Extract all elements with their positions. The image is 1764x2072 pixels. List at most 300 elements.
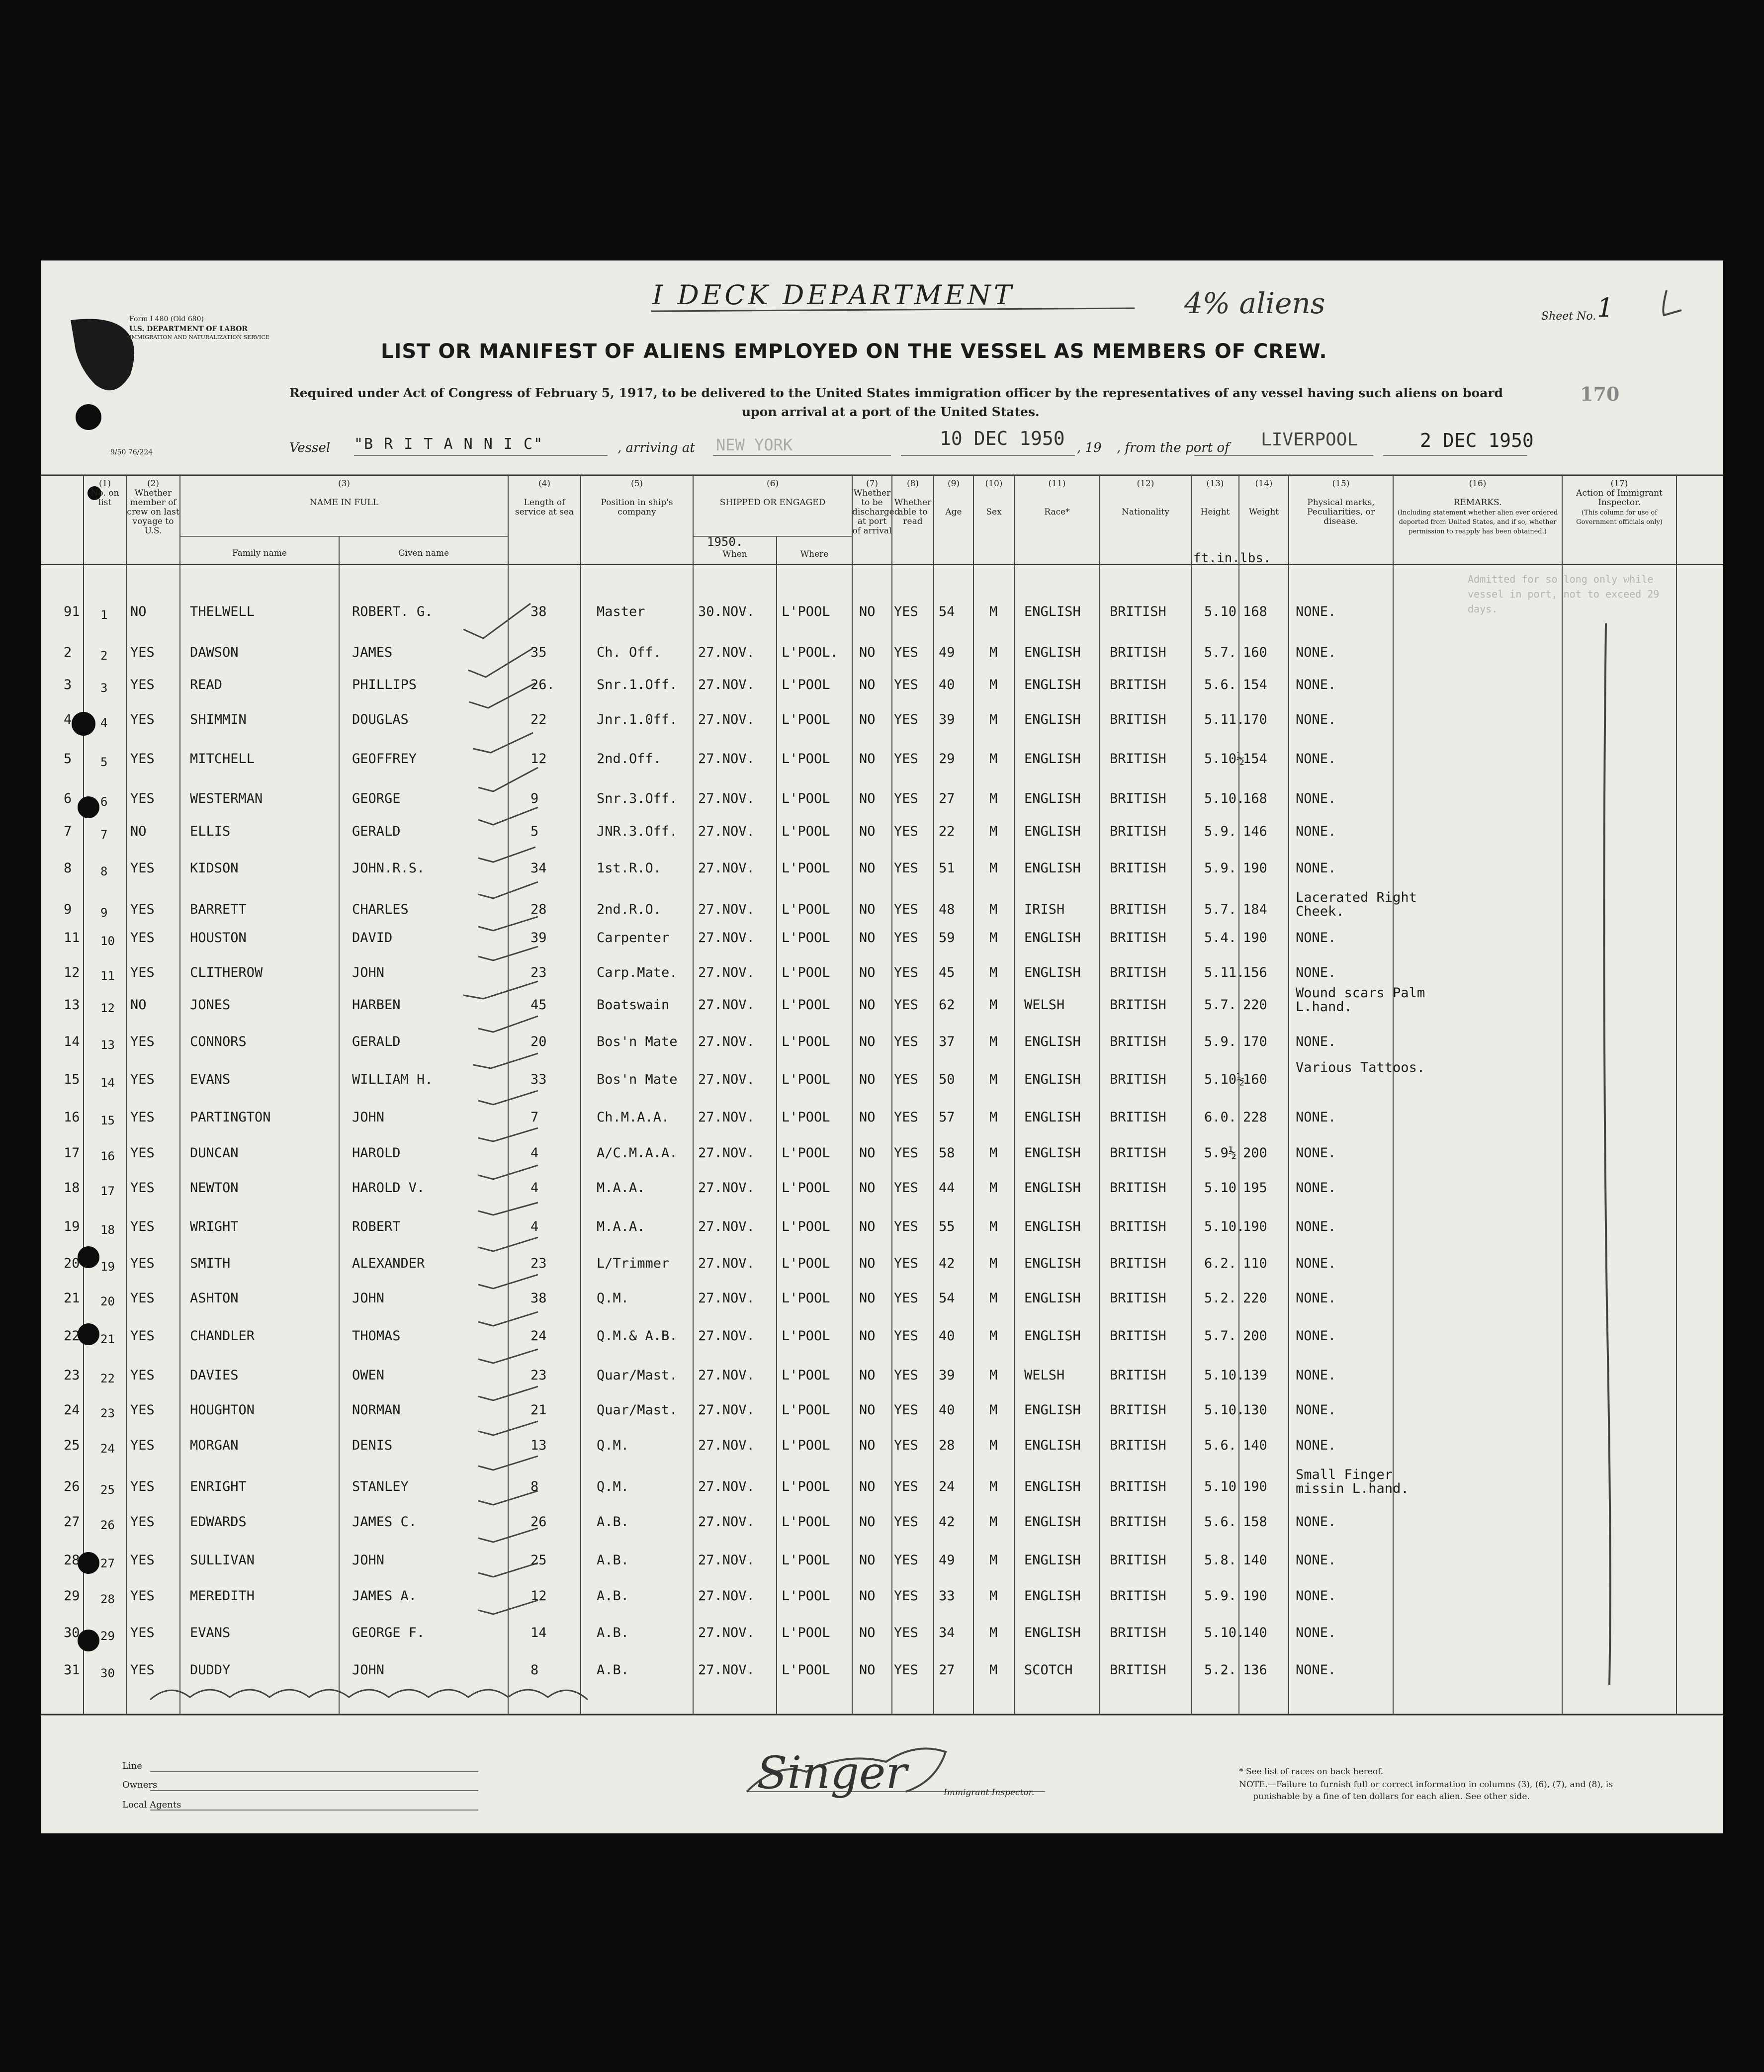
row-service-length: 4	[530, 1180, 539, 1196]
row-race: ENGLISH	[1024, 1625, 1081, 1640]
row-able-to-read: YES	[894, 1514, 918, 1530]
row-nationality: BRITISH	[1110, 1072, 1166, 1087]
row-weight: 140	[1243, 1553, 1267, 1568]
row-line-number: 9	[64, 902, 72, 917]
row-nationality: BRITISH	[1110, 1479, 1166, 1494]
row-nationality: BRITISH	[1110, 645, 1166, 660]
row-height: 5.9.	[1204, 861, 1237, 876]
row-shipped-when: 27.NOV.	[698, 677, 755, 692]
row-shipped-where: L'POOL	[782, 1145, 830, 1161]
row-shipped-when: 27.NOV.	[698, 751, 755, 767]
ins-service: IMMIGRATION AND NATURALIZATION SERVICE	[129, 334, 269, 341]
row-discharged: NO	[859, 604, 876, 619]
row-service-length: 8	[530, 1662, 539, 1678]
row-weight: 139	[1243, 1368, 1267, 1383]
row-sex: M	[989, 1219, 998, 1234]
row-list-number: 8	[100, 864, 108, 878]
row-physical-marks: Lacerated Right Cheek.	[1296, 890, 1417, 919]
row-weight: 190	[1243, 1479, 1267, 1494]
row-race: ENGLISH	[1024, 1479, 1081, 1494]
row-shipped-when: 27.NOV.	[698, 1438, 755, 1453]
row-member-flag: YES	[130, 1180, 155, 1196]
row-physical-marks: NONE.	[1296, 1625, 1336, 1640]
row-line-number: 25	[64, 1438, 80, 1453]
row-race: ENGLISH	[1024, 604, 1081, 619]
row-service-length: 26	[530, 1514, 547, 1530]
row-nationality: BRITISH	[1110, 677, 1166, 692]
arriving-label: , arriving at	[617, 440, 695, 455]
row-physical-marks: Various Tattoos.	[1296, 1060, 1425, 1075]
col-header-where: Where	[800, 549, 829, 559]
row-member-flag: YES	[130, 1256, 155, 1271]
col-header-9: (9) Age	[945, 479, 962, 517]
row-able-to-read: YES	[894, 645, 918, 660]
row-list-number: 16	[100, 1149, 115, 1163]
row-sex: M	[989, 1479, 998, 1494]
row-discharged: NO	[859, 791, 876, 806]
races-note: * See list of races on back hereof.	[1239, 1767, 1384, 1777]
row-given-name: THOMAS	[352, 1328, 401, 1344]
row-given-name: GEOFFREY	[352, 751, 417, 767]
row-weight: 170	[1243, 1034, 1267, 1049]
row-physical-marks: NONE.	[1296, 1110, 1336, 1125]
vessel-name: "B R I T A N N I C"	[354, 435, 544, 453]
row-service-length: 9	[530, 791, 539, 806]
row-member-flag: YES	[130, 751, 155, 767]
row-discharged: NO	[859, 1180, 876, 1196]
row-member-flag: YES	[130, 1588, 155, 1604]
row-nationality: BRITISH	[1110, 861, 1166, 876]
row-discharged: NO	[859, 712, 876, 727]
row-line-number: 3	[64, 677, 72, 692]
row-height: 5.9.	[1204, 1588, 1237, 1604]
row-family-name: DAVIES	[190, 1368, 239, 1383]
row-member-flag: YES	[130, 930, 155, 946]
row-line-number: 19	[64, 1219, 80, 1234]
row-position: A.B.	[597, 1514, 629, 1530]
row-nationality: BRITISH	[1110, 712, 1166, 727]
row-race: ENGLISH	[1024, 965, 1081, 980]
row-service-length: 5	[530, 824, 539, 839]
col-header-11: (11) Race*	[1044, 479, 1070, 517]
manifest-sheet	[41, 260, 1723, 1833]
row-line-number: 5	[64, 751, 72, 767]
row-sex: M	[989, 1180, 998, 1196]
row-member-flag: YES	[130, 861, 155, 876]
row-given-name: JAMES C.	[352, 1514, 417, 1530]
row-race: ENGLISH	[1024, 1291, 1081, 1306]
alien-note: 4% aliens	[1184, 286, 1325, 320]
row-physical-marks: NONE.	[1296, 1291, 1336, 1306]
row-able-to-read: YES	[894, 1479, 918, 1494]
row-height: 5.10.	[1204, 791, 1245, 806]
row-member-flag: YES	[130, 677, 155, 692]
row-service-length: 28	[530, 902, 547, 917]
row-race: ENGLISH	[1024, 1438, 1081, 1453]
row-height: 5.9½	[1204, 1145, 1237, 1161]
row-nationality: BRITISH	[1110, 965, 1166, 980]
row-discharged: NO	[859, 1553, 876, 1568]
row-discharged: NO	[859, 751, 876, 767]
row-race: ENGLISH	[1024, 824, 1081, 839]
row-discharged: NO	[859, 1034, 876, 1049]
row-service-length: 8	[530, 1479, 539, 1494]
row-able-to-read: YES	[894, 1072, 918, 1087]
row-given-name: DAVID	[352, 930, 393, 946]
departure-date: 2 DEC 1950	[1420, 430, 1534, 451]
row-shipped-when: 27.NOV.	[698, 1034, 755, 1049]
row-shipped-when: 27.NOV.	[698, 1514, 755, 1530]
row-weight: 228	[1243, 1110, 1267, 1125]
row-discharged: NO	[859, 1072, 876, 1087]
row-physical-marks: NONE.	[1296, 1402, 1336, 1418]
row-discharged: NO	[859, 1219, 876, 1234]
row-able-to-read: YES	[894, 751, 918, 767]
row-race: ENGLISH	[1024, 645, 1081, 660]
row-discharged: NO	[859, 1328, 876, 1344]
row-family-name: KIDSON	[190, 861, 239, 876]
row-position: JNR.3.Off.	[597, 824, 678, 839]
row-list-number: 27	[100, 1556, 115, 1570]
row-service-length: 12	[530, 1588, 547, 1604]
row-list-number: 4	[100, 716, 108, 730]
row-discharged: NO	[859, 902, 876, 917]
row-sex: M	[989, 1553, 998, 1568]
row-able-to-read: YES	[894, 902, 918, 917]
row-given-name: DOUGLAS	[352, 712, 409, 727]
row-race: WELSH	[1024, 1368, 1065, 1383]
row-nationality: BRITISH	[1110, 1588, 1166, 1604]
row-sex: M	[989, 1514, 998, 1530]
row-shipped-where: L'POOL	[782, 965, 830, 980]
row-position: A.B.	[597, 1625, 629, 1640]
row-age: 49	[939, 645, 955, 660]
height-weight-units: ft.in.lbs.	[1193, 551, 1271, 566]
row-line-number: 29	[64, 1588, 80, 1604]
row-discharged: NO	[859, 677, 876, 692]
row-nationality: BRITISH	[1110, 1553, 1166, 1568]
col-header-2: (2) Whether member of crew on last voyage to U.S.	[127, 479, 179, 536]
row-physical-marks: NONE.	[1296, 791, 1336, 806]
row-sex: M	[989, 997, 998, 1013]
row-service-length: 12	[530, 751, 547, 767]
row-shipped-when: 27.NOV.	[698, 1588, 755, 1604]
row-height: 5.10.	[1204, 1219, 1245, 1234]
row-discharged: NO	[859, 861, 876, 876]
row-position: Bos'n Mate	[597, 1034, 678, 1049]
row-race: ENGLISH	[1024, 1180, 1081, 1196]
row-family-name: EVANS	[190, 1625, 231, 1640]
row-physical-marks: NONE.	[1296, 1034, 1336, 1049]
row-height: 5.6.	[1204, 1438, 1237, 1453]
department-label: I DECK DEPARTMENT	[652, 279, 1015, 311]
row-physical-marks: NONE.	[1296, 861, 1336, 876]
print-code: 9/50 76/224	[110, 448, 153, 456]
row-physical-marks: NONE.	[1296, 1328, 1336, 1344]
sheet-number: 1	[1597, 293, 1614, 323]
row-sex: M	[989, 751, 998, 767]
col-header-family: Family name	[232, 548, 287, 558]
row-race: ENGLISH	[1024, 1145, 1081, 1161]
row-member-flag: YES	[130, 1438, 155, 1453]
row-discharged: NO	[859, 1368, 876, 1383]
row-weight: 168	[1243, 791, 1267, 806]
row-age: 40	[939, 1402, 955, 1418]
row-service-length: 23	[530, 1256, 547, 1271]
row-service-length: 22	[530, 712, 547, 727]
row-shipped-when: 27.NOV.	[698, 902, 755, 917]
row-height: 5.7.	[1204, 997, 1237, 1013]
row-sex: M	[989, 965, 998, 980]
row-family-name: DUNCAN	[190, 1145, 239, 1161]
col-header-10: (10) Sex	[985, 479, 1003, 517]
row-sex: M	[989, 1034, 998, 1049]
row-member-flag: YES	[130, 1368, 155, 1383]
row-family-name: READ	[190, 677, 223, 692]
row-nationality: BRITISH	[1110, 1256, 1166, 1271]
row-able-to-read: YES	[894, 861, 918, 876]
row-weight: 110	[1243, 1256, 1267, 1271]
row-weight: 220	[1243, 997, 1267, 1013]
row-age: 55	[939, 1219, 955, 1234]
row-family-name: ELLIS	[190, 824, 231, 839]
row-given-name: JAMES A.	[352, 1588, 417, 1604]
col-header-14: (14) Weight	[1248, 479, 1279, 517]
row-discharged: NO	[859, 1514, 876, 1530]
row-sex: M	[989, 712, 998, 727]
row-physical-marks: NONE.	[1296, 930, 1336, 946]
row-list-number: 11	[100, 969, 115, 983]
row-height: 5.7.	[1204, 902, 1237, 917]
row-family-name: SHIMMIN	[190, 712, 247, 727]
row-age: 48	[939, 902, 955, 917]
row-shipped-where: L'POOL	[782, 1368, 830, 1383]
row-list-number: 6	[100, 795, 108, 809]
row-nationality: BRITISH	[1110, 1145, 1166, 1161]
row-age: 28	[939, 1438, 955, 1453]
row-line-number: 30	[64, 1625, 80, 1640]
row-given-name: JAMES	[352, 645, 393, 660]
row-discharged: NO	[859, 1479, 876, 1494]
row-member-flag: NO	[130, 997, 147, 1013]
row-age: 42	[939, 1256, 955, 1271]
row-list-number: 10	[100, 934, 115, 948]
row-shipped-where: L'POOL	[782, 1438, 830, 1453]
row-line-number: 7	[64, 824, 72, 839]
row-given-name: JOHN	[352, 1110, 385, 1125]
row-given-name: WILLIAM H.	[352, 1072, 433, 1087]
row-weight: 190	[1243, 1588, 1267, 1604]
row-shipped-when: 27.NOV.	[698, 791, 755, 806]
local-agents-label: Local Agents	[122, 1800, 181, 1810]
row-discharged: NO	[859, 1588, 876, 1604]
row-able-to-read: YES	[894, 677, 918, 692]
inspector-label: Immigrant Inspector.	[944, 1788, 1035, 1798]
row-shipped-when: 27.NOV.	[698, 930, 755, 946]
row-physical-marks: NONE.	[1296, 712, 1336, 727]
row-line-number: 31	[64, 1662, 80, 1678]
row-line-number: 91	[64, 604, 80, 619]
row-weight: 158	[1243, 1514, 1267, 1530]
row-age: 44	[939, 1180, 955, 1196]
row-shipped-when: 27.NOV.	[698, 861, 755, 876]
row-physical-marks: NONE.	[1296, 1145, 1336, 1161]
row-list-number: 12	[100, 1001, 115, 1015]
col-header-12: (12) Nationality	[1122, 479, 1169, 517]
row-shipped-when: 27.NOV.	[698, 1625, 755, 1640]
col-header-8: (8) Whether able to read	[894, 479, 932, 526]
row-family-name: WRIGHT	[190, 1219, 239, 1234]
row-height: 6.2.	[1204, 1256, 1237, 1271]
row-line-number: 13	[64, 997, 80, 1013]
row-race: ENGLISH	[1024, 1553, 1081, 1568]
row-sex: M	[989, 824, 998, 839]
row-position: Q.M.	[597, 1438, 629, 1453]
row-member-flag: YES	[130, 1034, 155, 1049]
row-shipped-where: L'POOL	[782, 1625, 830, 1640]
row-able-to-read: YES	[894, 791, 918, 806]
row-list-number: 26	[100, 1518, 115, 1532]
row-age: 51	[939, 861, 955, 876]
row-physical-marks: NONE.	[1296, 1256, 1336, 1271]
col-header-16: (16) REMARKS. (Including statement whether alien ever ordered deported from United States, and if so, whether permission to reapply has been obtained.)	[1397, 479, 1558, 535]
row-shipped-when: 27.NOV.	[698, 1291, 755, 1306]
row-weight: 146	[1243, 824, 1267, 839]
row-age: 33	[939, 1588, 955, 1604]
row-discharged: NO	[859, 1291, 876, 1306]
row-age: 40	[939, 677, 955, 692]
row-shipped-when: 27.NOV.	[698, 1145, 755, 1161]
row-weight: 190	[1243, 1219, 1267, 1234]
row-shipped-where: L'POOL	[782, 1180, 830, 1196]
row-race: ENGLISH	[1024, 1588, 1081, 1604]
row-height: 6.0.	[1204, 1110, 1237, 1125]
row-able-to-read: YES	[894, 712, 918, 727]
row-height: 5.2.	[1204, 1662, 1237, 1678]
row-member-flag: YES	[130, 1145, 155, 1161]
row-weight: 130	[1243, 1402, 1267, 1418]
row-nationality: BRITISH	[1110, 1402, 1166, 1418]
row-discharged: NO	[859, 965, 876, 980]
row-nationality: BRITISH	[1110, 1368, 1166, 1383]
row-line-number: 24	[64, 1402, 80, 1418]
row-line-number: 26	[64, 1479, 80, 1494]
row-given-name: NORMAN	[352, 1402, 401, 1418]
row-height: 5.10	[1204, 604, 1237, 619]
row-weight: 184	[1243, 902, 1267, 917]
row-family-name: CLITHEROW	[190, 965, 263, 980]
row-discharged: NO	[859, 1402, 876, 1418]
row-height: 5.7.	[1204, 1328, 1237, 1344]
row-discharged: NO	[859, 1625, 876, 1640]
row-service-length: 38	[530, 1291, 547, 1306]
row-nationality: BRITISH	[1110, 1625, 1166, 1640]
row-nationality: BRITISH	[1110, 997, 1166, 1013]
row-age: 40	[939, 1328, 955, 1344]
row-age: 62	[939, 997, 955, 1013]
row-position: Carpenter	[597, 930, 670, 946]
row-family-name: ASHTON	[190, 1291, 239, 1306]
row-family-name: PARTINGTON	[190, 1110, 271, 1125]
row-service-length: 20	[530, 1034, 547, 1049]
row-given-name: JOHN	[352, 1553, 385, 1568]
row-given-name: PHILLIPS	[352, 677, 417, 692]
row-age: 45	[939, 965, 955, 980]
row-nationality: BRITISH	[1110, 824, 1166, 839]
row-weight: 154	[1243, 677, 1267, 692]
row-position: Q.M.	[597, 1479, 629, 1494]
row-discharged: NO	[859, 645, 876, 660]
row-shipped-where: L'POOL	[782, 861, 830, 876]
row-given-name: HARBEN	[352, 997, 401, 1013]
row-position: 2nd.Off.	[597, 751, 662, 767]
row-nationality: BRITISH	[1110, 930, 1166, 946]
fine-note-line1: NOTE.—Failure to furnish full or correct information in columns (3), (6), (7), and (8), is	[1239, 1780, 1613, 1790]
row-sex: M	[989, 1110, 998, 1125]
row-family-name: THELWELL	[190, 604, 255, 619]
row-list-number: 18	[100, 1223, 115, 1237]
row-race: ENGLISH	[1024, 1110, 1081, 1125]
row-given-name: HAROLD	[352, 1145, 401, 1161]
row-shipped-where: L'POOL	[782, 1256, 830, 1271]
row-family-name: BARRETT	[190, 902, 247, 917]
row-able-to-read: YES	[894, 604, 918, 619]
when-year: 1950.	[707, 535, 743, 549]
row-given-name: OWEN	[352, 1368, 385, 1383]
arrival-date: 10 DEC 1950	[940, 428, 1065, 449]
row-list-number: 23	[100, 1406, 115, 1420]
row-discharged: NO	[859, 997, 876, 1013]
row-sex: M	[989, 930, 998, 946]
row-member-flag: YES	[130, 1328, 155, 1344]
row-discharged: NO	[859, 1145, 876, 1161]
row-member-flag: YES	[130, 1402, 155, 1418]
row-physical-marks: NONE.	[1296, 965, 1336, 980]
row-height: 5.8.	[1204, 1553, 1237, 1568]
row-physical-marks: NONE.	[1296, 1553, 1336, 1568]
row-member-flag: YES	[130, 712, 155, 727]
row-line-number: 4	[64, 712, 72, 727]
row-shipped-where: L'POOL	[782, 930, 830, 946]
row-shipped-where: L'POOL	[782, 1514, 830, 1530]
row-weight: 160	[1243, 645, 1267, 660]
row-height: 5.6.	[1204, 677, 1237, 692]
row-race: IRISH	[1024, 902, 1065, 917]
row-able-to-read: YES	[894, 1034, 918, 1049]
row-shipped-when: 27.NOV.	[698, 1402, 755, 1418]
row-weight: 136	[1243, 1662, 1267, 1678]
row-physical-marks: NONE.	[1296, 604, 1336, 619]
row-list-number: 17	[100, 1184, 115, 1198]
row-weight: 154	[1243, 751, 1267, 767]
row-shipped-where: L'POOL	[782, 1219, 830, 1234]
row-list-number: 30	[100, 1666, 115, 1680]
row-nationality: BRITISH	[1110, 791, 1166, 806]
row-able-to-read: YES	[894, 1145, 918, 1161]
row-family-name: MORGAN	[190, 1438, 239, 1453]
admission-stamp: Admitted for so long only while vessel in port, not to exceed 29 days.	[1468, 573, 1660, 615]
row-sex: M	[989, 791, 998, 806]
row-list-number: 21	[100, 1332, 115, 1346]
row-member-flag: NO	[130, 824, 147, 839]
row-line-number: 22	[64, 1328, 80, 1344]
row-nationality: BRITISH	[1110, 1328, 1166, 1344]
row-race: ENGLISH	[1024, 677, 1081, 692]
row-shipped-where: L'POOL	[782, 677, 830, 692]
from-port-label: , from the port of	[1117, 440, 1230, 455]
row-physical-marks: NONE.	[1296, 1368, 1336, 1383]
row-physical-marks: NONE.	[1296, 1438, 1336, 1453]
